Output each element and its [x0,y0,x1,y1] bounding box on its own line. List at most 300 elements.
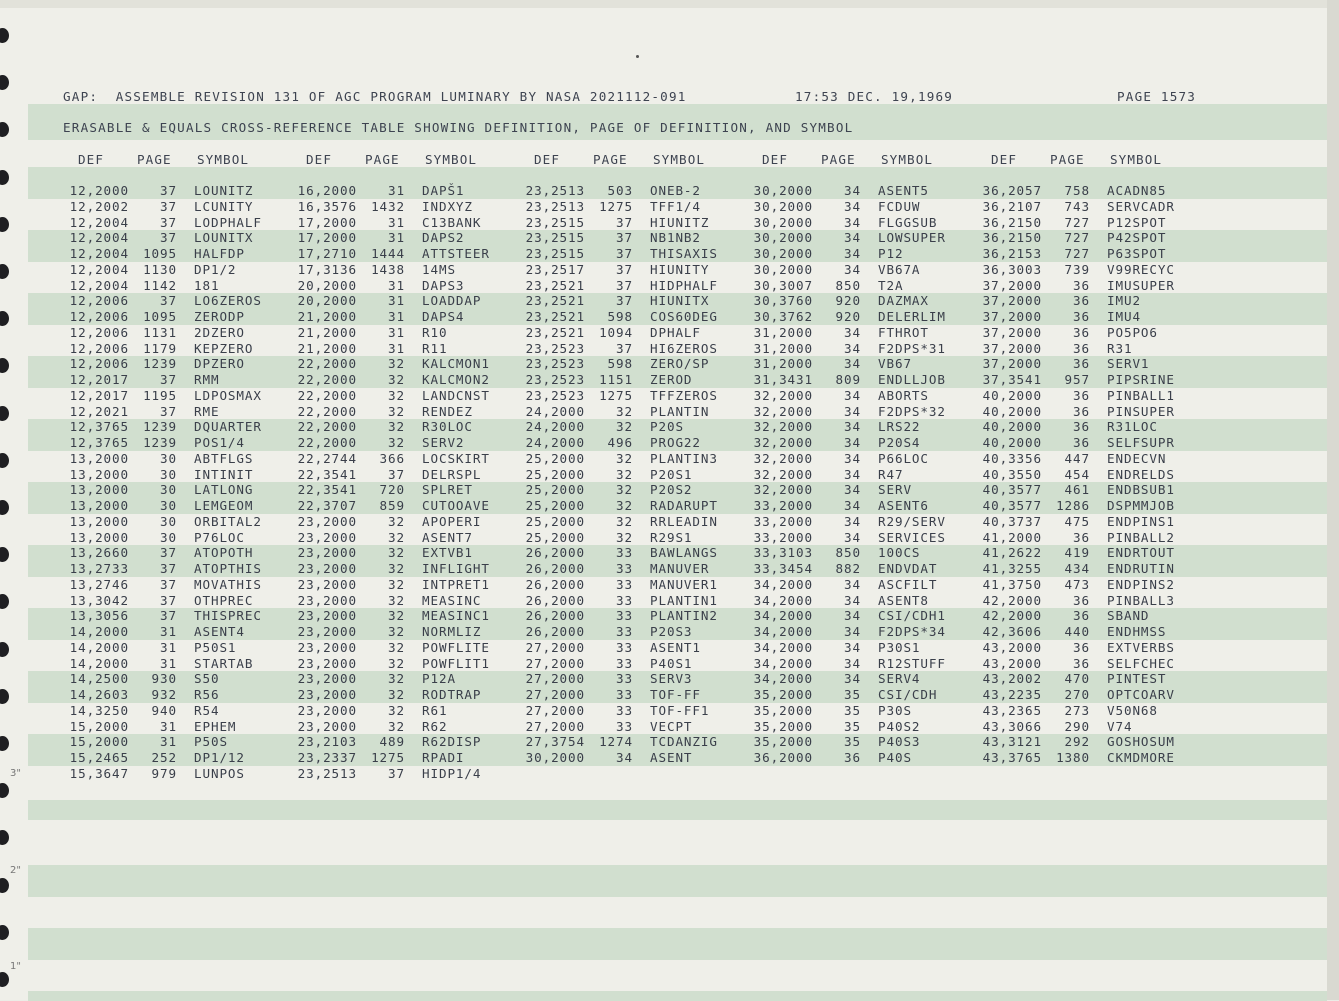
symbol-name: R54 [194,702,220,718]
symbol-name: ABORTS [878,387,929,403]
def-address: 25,2000 [525,466,585,482]
def-address: 13,2746 [69,576,129,592]
def-address: 12,2006 [69,340,129,356]
feed-hole [0,217,9,232]
symbol-name: DELRSPL [422,466,482,482]
symbol-name: TOF-FF1 [650,702,710,718]
def-page: 30 [160,482,177,498]
feed-hole [0,311,9,326]
def-address: 36,2000 [753,750,813,765]
symbol-name: C13BANK [422,214,482,230]
symbol-name: ASENT6 [878,498,929,513]
def-address: 40,3737 [982,513,1042,529]
def-address: 33,2000 [753,498,813,513]
symbol-name: DAPS2 [422,230,465,246]
symbol-name: MOVATHIS [194,576,262,592]
def-page: 473 [1064,576,1090,592]
symbol-name: PINSUPER [1107,403,1175,419]
symbol-name: ENDLLJOB [878,372,946,387]
symbol-name: P12SPOT [1107,214,1167,230]
symbol-name: ORBITAL2 [194,513,262,529]
def-page: 32 [388,702,405,718]
symbol-name: ENDVDAT [878,561,938,576]
def-page: 920 [835,293,861,309]
def-address: 12,2004 [69,230,129,246]
def-address: 40,2000 [982,419,1042,435]
def-page: 36 [1073,529,1090,545]
ruler-mark-2in: 2" [10,865,21,876]
column-header-symbol: SYMBOL [425,152,478,167]
symbol-name: PINBALL1 [1107,387,1175,403]
def-address: 40,3577 [982,498,1042,513]
symbol-name: RENDEZ [422,403,473,419]
def-address: 37,2000 [982,356,1042,372]
symbol-name: ENDRTOUT [1107,545,1175,561]
def-page: 36 [1073,356,1090,372]
def-page: 252 [151,750,177,765]
def-address: 30,2000 [753,246,813,261]
symbol-name: PLANTIN1 [650,592,718,608]
symbol-name: MEASINC [422,592,482,608]
def-address: 22,2000 [297,419,357,435]
symbol-name: LRS22 [878,419,921,435]
def-page: 419 [1064,545,1090,561]
symbol-name: R29S1 [650,529,693,545]
def-address: 12,2004 [69,214,129,230]
symbol-name: LODPHALF [194,214,262,230]
symbol-name: FLGGSUB [878,214,938,230]
def-address: 33,3103 [753,545,813,561]
symbol-name: LUNPOS [194,765,245,781]
symbol-name: ZERO/SP [650,356,710,372]
symbol-name: KEPZERO [194,340,254,356]
def-page: 727 [1064,246,1090,261]
def-address: 22,2000 [297,403,357,419]
feed-hole [0,689,9,704]
symbol-name: RODTRAP [422,687,482,702]
def-address: 25,2000 [525,498,585,513]
symbol-name: ATOPOTH [194,545,254,561]
symbol-name: P12 [878,246,904,261]
def-page: 30 [160,498,177,513]
column-header-symbol: SYMBOL [1110,152,1163,167]
symbol-name: PLANTIN3 [650,450,718,466]
def-address: 33,3454 [753,561,813,576]
def-address: 23,2000 [297,529,357,545]
def-address: 43,3121 [982,734,1042,750]
column-header-def: DEF [306,152,333,167]
symbol-name: SERV [878,482,912,498]
def-address: 33,2000 [753,529,813,545]
symbol-name: ASENT4 [194,624,245,639]
symbol-name: SERV2 [422,435,465,450]
symbol-name: IMUSUPER [1107,277,1175,293]
def-address: 26,2000 [525,545,585,561]
def-address: 30,2000 [753,214,813,230]
def-page: 32 [616,450,633,466]
symbol-name: NB1NB2 [650,230,701,246]
def-address: 34,2000 [753,608,813,624]
feed-hole [0,264,9,279]
def-page: 37 [160,198,177,214]
def-address: 22,3541 [297,466,357,482]
def-address: 25,2000 [525,450,585,466]
symbol-name: INFLIGHT [422,561,490,576]
symbol-name: ENDPINS1 [1107,513,1175,529]
def-address: 30,2000 [525,750,585,765]
def-address: 30,2000 [753,230,813,246]
greenbar-band [28,928,1327,960]
def-page: 758 [1064,183,1090,198]
def-address: 12,2017 [69,387,129,403]
def-address: 36,2153 [982,246,1042,261]
def-address: 37,3541 [982,372,1042,387]
def-page: 957 [1064,372,1090,387]
def-address: 41,3750 [982,576,1042,592]
def-page: 33 [616,561,633,576]
symbol-name: LOADDAP [422,293,482,309]
symbol-name: LOUNITZ [194,183,254,198]
def-address: 41,3255 [982,561,1042,576]
column-header-page: PAGE [137,152,172,167]
def-address: 13,3056 [69,608,129,624]
def-page: 1380 [1056,750,1090,765]
def-page: 37 [160,183,177,198]
def-address: 33,2000 [753,513,813,529]
def-page: 36 [1073,309,1090,324]
symbol-name: P20S [650,419,684,435]
def-address: 23,2000 [297,718,357,734]
ruler-mark-1in: 1" [10,961,21,972]
def-page: 36 [1073,608,1090,624]
symbol-name: MEASINC1 [422,608,490,624]
def-address: 23,2515 [525,246,585,261]
def-page: 34 [844,324,861,340]
symbol-name: P30S [878,702,912,718]
symbol-name: CSI/CDH [878,687,938,702]
def-page: 31 [160,718,177,734]
def-address: 22,2000 [297,435,357,450]
def-page: 32 [388,671,405,687]
def-page: 37 [388,466,405,482]
def-address: 23,2513 [525,198,585,214]
def-page: 32 [388,624,405,639]
def-page: 36 [1073,340,1090,356]
def-page: 720 [379,482,405,498]
def-address: 36,2107 [982,198,1042,214]
def-address: 42,2000 [982,592,1042,608]
symbol-name: P20S4 [878,435,921,450]
def-address: 24,2000 [525,403,585,419]
paper-top-edge [0,0,1339,8]
symbol-name: PINTEST [1107,671,1167,687]
symbol-name: DELERLIM [878,309,946,324]
def-address: 22,3541 [297,482,357,498]
def-page: 1179 [143,340,177,356]
symbol-name: TOF-FF [650,687,701,702]
def-address: 32,2000 [753,482,813,498]
symbol-name: ENDPINS2 [1107,576,1175,592]
def-page: 36 [844,750,861,765]
def-page: 32 [388,639,405,655]
def-address: 35,2000 [753,718,813,734]
def-page: 36 [1073,277,1090,293]
def-page: 290 [1064,718,1090,734]
def-address: 23,2523 [525,340,585,356]
def-address: 32,2000 [753,450,813,466]
print-speck [636,55,639,58]
symbol-name: S50 [194,671,220,687]
def-page: 32 [388,561,405,576]
def-page: 1286 [1056,498,1090,513]
def-page: 32 [388,529,405,545]
def-address: 35,2000 [753,734,813,750]
def-page: 34 [844,529,861,545]
def-page: 31 [388,277,405,293]
symbol-name: PINBALL2 [1107,529,1175,545]
symbol-name: R47 [878,466,904,482]
print-timestamp: 17:53 DEC. 19,1969 [795,89,954,104]
symbol-name: P42SPOT [1107,230,1167,246]
def-address: 13,2000 [69,466,129,482]
symbol-name: EXTVERBS [1107,639,1175,655]
def-address: 12,2021 [69,403,129,419]
def-page: 32 [616,403,633,419]
def-page: 34 [844,498,861,513]
def-page: 36 [1073,435,1090,450]
def-page: 36 [1073,639,1090,655]
def-address: 12,2000 [69,183,129,198]
def-page: 809 [835,372,861,387]
symbol-name: IMU2 [1107,293,1141,309]
def-page: 32 [388,356,405,372]
def-page: 34 [844,183,861,198]
symbol-name: ENDECVN [1107,450,1167,466]
symbol-name: LOUNITX [194,230,254,246]
symbol-name: KALCMON1 [422,356,490,372]
def-address: 22,2744 [297,450,357,466]
symbol-name: ENDBSUB1 [1107,482,1175,498]
def-page: 34 [844,387,861,403]
symbol-name: CKMDMORE [1107,750,1175,765]
def-address: 22,2000 [297,387,357,403]
ruler-mark-3in: 3" [10,768,21,779]
def-page: 37 [160,293,177,309]
def-address: 12,2006 [69,293,129,309]
feed-hole [0,878,9,893]
def-page: 34 [844,639,861,655]
def-address: 34,2000 [753,639,813,655]
def-page: 34 [844,246,861,261]
symbol-name: ZERODP [194,309,245,324]
paper-right-edge [1327,0,1339,1000]
def-page: 31 [388,309,405,324]
def-address: 40,3577 [982,482,1042,498]
def-page: 470 [1064,671,1090,687]
def-address: 43,3765 [982,750,1042,765]
symbol-name: ABTFLGS [194,450,254,466]
def-address: 37,2000 [982,309,1042,324]
feed-hole [0,122,9,137]
def-address: 43,2365 [982,702,1042,718]
symbol-name: SERVCADR [1107,198,1175,214]
def-page: 1275 [599,198,633,214]
symbol-name: DAPŠ1 [422,183,465,198]
def-page: 1195 [143,387,177,403]
def-page: 34 [844,624,861,639]
def-address: 13,2733 [69,561,129,576]
symbol-name: P40S2 [878,718,921,734]
def-address: 34,2000 [753,624,813,639]
def-page: 475 [1064,513,1090,529]
def-address: 15,3647 [69,765,129,781]
def-address: 23,2000 [297,561,357,576]
def-page: 34 [844,671,861,687]
def-page: 34 [844,356,861,372]
def-address: 22,2000 [297,356,357,372]
symbol-name: P50S [194,734,228,750]
def-page: 32 [388,655,405,671]
def-page: 447 [1064,450,1090,466]
symbol-name: P76LOC [194,529,245,545]
symbol-name: HIUNITX [650,293,710,309]
def-address: 17,2000 [297,214,357,230]
def-address: 12,2002 [69,198,129,214]
def-address: 27,2000 [525,702,585,718]
def-address: 17,2000 [297,230,357,246]
symbol-name: SELFCHEC [1107,655,1175,671]
def-address: 23,2523 [525,387,585,403]
symbol-name: MANUVER1 [650,576,718,592]
def-address: 23,2521 [525,324,585,340]
def-page: 37 [616,246,633,261]
symbol-name: VB67A [878,261,921,277]
def-page: 31 [160,734,177,750]
def-page: 34 [844,230,861,246]
def-address: 31,2000 [753,340,813,356]
def-page: 31 [388,183,405,198]
assembly-title: GAP: ASSEMBLE REVISION 131 OF AGC PROGRAM LUMINARY BY NASA 2021112-091 [63,89,687,104]
def-page: 32 [388,545,405,561]
def-page: 37 [160,230,177,246]
symbol-name: EPHEM [194,718,237,734]
def-page: 37 [160,214,177,230]
def-page: 850 [835,277,861,293]
symbol-name: CUTOOAVE [422,498,490,513]
def-page: 37 [616,214,633,230]
def-page: 850 [835,545,861,561]
def-address: 31,2000 [753,324,813,340]
page-number: PAGE 1573 [1117,89,1197,104]
def-address: 23,2000 [297,639,357,655]
def-address: 27,2000 [525,718,585,734]
def-address: 12,2004 [69,277,129,293]
symbol-name: V50N68 [1107,702,1158,718]
symbol-name: DAPS3 [422,277,465,293]
def-page: 33 [616,592,633,608]
def-page: 33 [616,545,633,561]
def-address: 30,3007 [753,277,813,293]
def-page: 1142 [143,277,177,293]
def-address: 23,2000 [297,592,357,608]
symbol-name: SERVICES [878,529,946,545]
def-address: 36,3003 [982,261,1042,277]
symbol-name: RPADI [422,750,465,765]
symbol-name: VB67 [878,356,912,372]
def-address: 14,3250 [69,702,129,718]
symbol-name: IMU4 [1107,309,1141,324]
symbol-name: RME [194,403,220,419]
def-page: 34 [844,592,861,608]
symbol-name: OTHPREC [194,592,254,608]
def-page: 34 [616,750,633,765]
def-page: 37 [616,293,633,309]
symbol-name: ENDHMSS [1107,624,1167,639]
symbol-name: ZEROD [650,372,693,387]
def-page: 34 [844,403,861,419]
def-address: 12,3765 [69,419,129,435]
def-page: 1432 [371,198,405,214]
def-page: 727 [1064,230,1090,246]
def-address: 25,2000 [525,529,585,545]
symbol-name: HIDP1/4 [422,765,482,781]
def-address: 43,2235 [982,687,1042,702]
symbol-name: ACADN85 [1107,183,1167,198]
def-page: 1239 [143,419,177,435]
def-address: 23,2000 [297,608,357,624]
def-page: 434 [1064,561,1090,576]
def-address: 23,2515 [525,230,585,246]
symbol-name: KALCMON2 [422,372,490,387]
def-address: 27,2000 [525,639,585,655]
symbol-name: P40S1 [650,655,693,671]
def-address: 12,2004 [69,246,129,261]
def-address: 12,2017 [69,372,129,387]
def-address: 43,3066 [982,718,1042,734]
def-address: 23,2000 [297,671,357,687]
def-address: 40,2000 [982,403,1042,419]
def-page: 292 [1064,734,1090,750]
symbol-name: 2DZERO [194,324,245,340]
column-header-symbol: SYMBOL [653,152,706,167]
symbol-name: P20S1 [650,466,693,482]
def-address: 32,2000 [753,419,813,435]
def-page: 33 [616,639,633,655]
symbol-name: HI6ZEROS [650,340,718,356]
symbol-name: THISPREC [194,608,262,624]
feed-hole [0,170,9,185]
def-address: 12,2006 [69,356,129,372]
def-page: 1275 [599,387,633,403]
def-page: 36 [1073,403,1090,419]
def-address: 21,2000 [297,309,357,324]
symbol-name: EXTVB1 [422,545,473,561]
symbol-name: DPZERO [194,356,245,372]
def-address: 23,2521 [525,293,585,309]
symbol-name: INTINIT [194,466,254,482]
symbol-name: DP1/12 [194,750,245,765]
feed-hole [0,736,9,751]
def-address: 31,2000 [753,356,813,372]
def-address: 12,3765 [69,435,129,450]
def-address: 20,2000 [297,293,357,309]
symbol-name: POS1/4 [194,435,245,450]
symbol-name: TFFZEROS [650,387,718,403]
symbol-name: V99RECYC [1107,261,1175,277]
def-page: 882 [835,561,861,576]
def-page: 37 [616,230,633,246]
greenbar-band [28,800,1327,820]
